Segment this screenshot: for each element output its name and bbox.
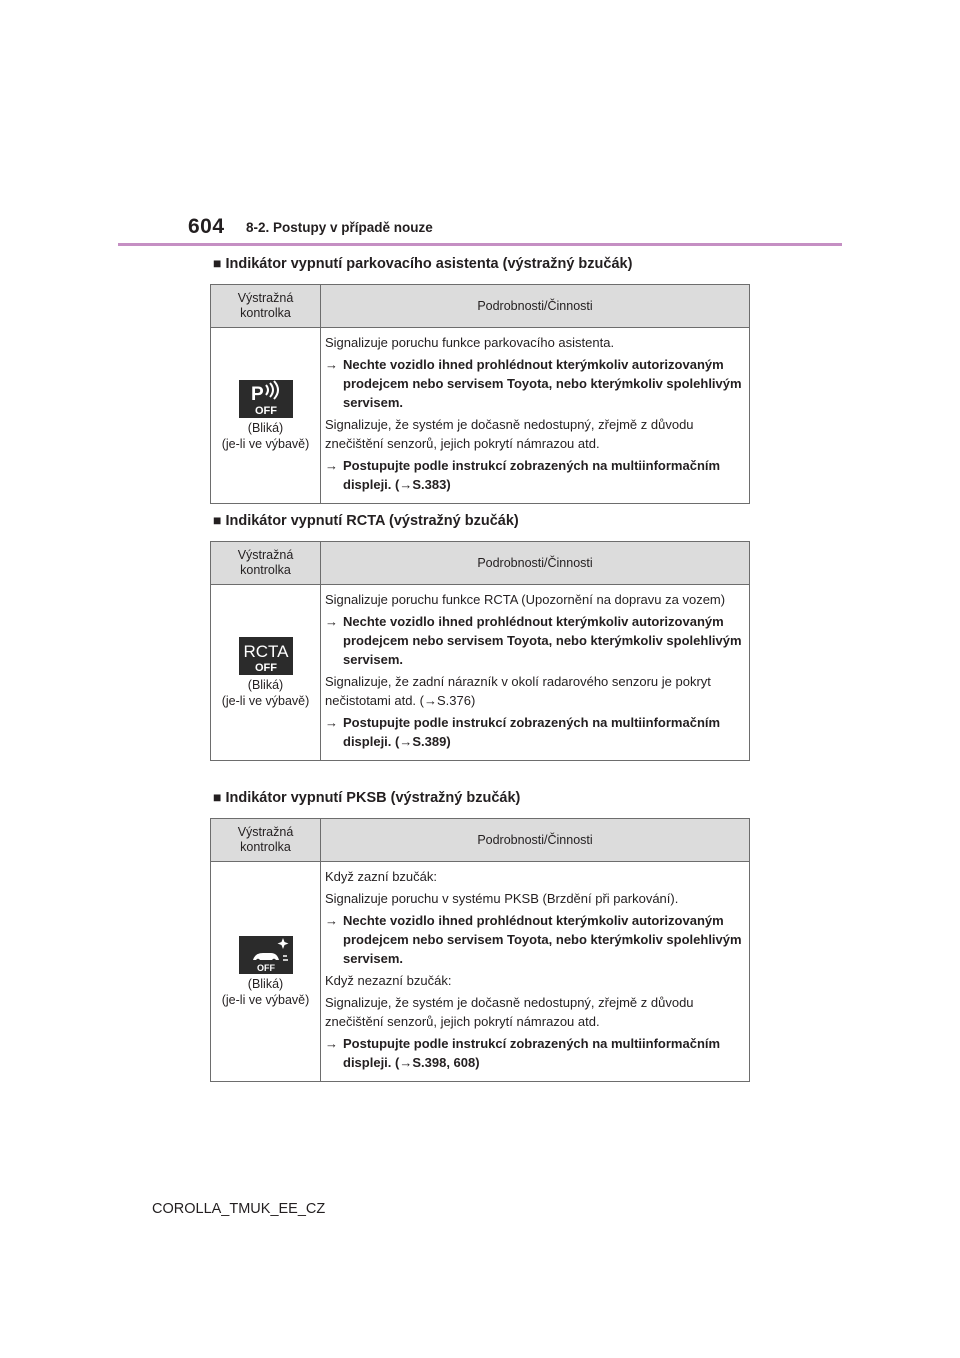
detail-text: Signalizuje poruchu funkce RCTA (Upozornění na dopravu za vozem) (325, 592, 726, 607)
col-header-details: Podrobnosti/Činnosti (321, 285, 750, 328)
detail-text: Signalizuje poruchu funkce parkovacího asistenta. (325, 335, 615, 350)
detail-action: → Postupujte podle instrukcí zobrazených na multiinformačním displeji. (→S.398, 608) (325, 1036, 721, 1070)
col-header-details: Podrobnosti/Činnosti (321, 542, 750, 585)
detail-text: Signalizuje, že systém je dočasně nedostupný, zřejmě z důvodu znečištění senzorů, jejich pokrytí námrazou atd. (325, 995, 694, 1029)
availability-text: (je-li ve výbavě) (221, 693, 310, 708)
table-row (211, 328, 750, 504)
details-cell (321, 585, 750, 761)
detail-text: Když nezazní bzučák: (325, 973, 452, 988)
status-text: (Bliká) (247, 976, 284, 991)
parking-assist-off-icon (239, 380, 293, 418)
square-bullet-icon: ■ (213, 255, 222, 271)
icon-letter-p: P (250, 383, 264, 405)
section-heading-rcta (213, 512, 519, 529)
detail-action: → Postupujte podle instrukcí zobrazených na multiinformačním displeji. (→S.389) (325, 715, 721, 749)
chapter-title: 8-2. Postupy v případě nouze (246, 220, 433, 235)
warning-light-cell (211, 585, 321, 761)
table-row (211, 862, 750, 1082)
icon-off-label: OFF (254, 404, 277, 417)
warning-light-cell (211, 328, 321, 504)
section-heading-text: Indikátor vypnutí RCTA (výstražný bzučák) (225, 513, 519, 529)
rcta-off-icon (239, 637, 293, 675)
header-rule (118, 243, 842, 246)
page-number: 604 (188, 215, 225, 238)
icon-rcta-label: RCTA (242, 641, 289, 661)
section-heading-parking-assist (213, 255, 632, 272)
detail-text: Signalizuje, že zadní nárazník v okolí radarového senzoru je pokryt nečistotami atd. (→S.376) (325, 674, 711, 708)
table-header-row (211, 542, 750, 585)
section-heading-text: Indikátor vypnutí PKSB (výstražný bzučák) (225, 790, 521, 806)
col-header-warning-light: Výstražná kontrolka (211, 819, 321, 862)
col-header-warning-light: Výstražná kontrolka (211, 542, 321, 585)
section-heading-pksb (213, 789, 520, 806)
warning-table-pksb (210, 818, 750, 1082)
section-heading-text: Indikátor vypnutí parkovacího asistenta (výstražný bzučák) (225, 256, 633, 272)
table-row (211, 585, 750, 761)
detail-action: → Nechte vozidlo ihned prohlédnout kterýmkoliv autorizovaným prodejcem nebo servisem Toyota, nebo kterýmkoliv spolehlivým servisem. (325, 357, 742, 410)
arrow-right-icon: → (325, 913, 338, 928)
arrow-right-icon: → (325, 715, 338, 730)
warning-table-parking-assist (210, 284, 750, 504)
detail-action: → Postupujte podle instrukcí zobrazených na multiinformačním displeji. (→S.383) (325, 458, 721, 492)
arrow-right-icon: → (325, 1036, 338, 1051)
availability-text: (je-li ve výbavě) (221, 436, 310, 451)
footer-document-code: COROLLA_TMUK_EE_CZ (152, 1201, 326, 1217)
arrow-right-icon: → (325, 614, 338, 629)
table-header-row (211, 285, 750, 328)
arrow-right-icon: → (325, 458, 338, 473)
detail-action: → Nechte vozidlo ihned prohlédnout kterýmkoliv autorizovaným prodejcem nebo servisem Toyota, nebo kterýmkoliv spolehlivým servisem. (325, 913, 742, 966)
col-header-warning-light: Výstražná kontrolka (211, 285, 321, 328)
detail-text: Signalizuje poruchu v systému PKSB (Brzdění při parkování). (325, 891, 679, 906)
icon-off-label: OFF (256, 962, 275, 973)
square-bullet-icon: ■ (213, 512, 222, 528)
arrow-right-icon: → (325, 357, 338, 372)
detail-text: Signalizuje, že systém je dočasně nedostupný, zřejmě z důvodu znečištění senzorů, jejich pokrytí námrazou atd. (325, 417, 694, 451)
col-header-details: Podrobnosti/Činnosti (321, 819, 750, 862)
status-text: (Bliká) (247, 677, 284, 692)
warning-table-rcta (210, 541, 750, 761)
details-cell (321, 328, 750, 504)
detail-action: → Nechte vozidlo ihned prohlédnout kterýmkoliv autorizovaným prodejcem nebo servisem Toyota, nebo kterýmkoliv spolehlivým servisem. (325, 614, 742, 667)
square-bullet-icon: ■ (213, 789, 222, 805)
status-text: (Bliká) (247, 420, 284, 435)
detail-text: Když zazní bzučák: (325, 869, 437, 884)
details-cell (321, 862, 750, 1082)
table-header-row (211, 819, 750, 862)
pksb-off-icon (239, 936, 293, 974)
icon-off-label: OFF (254, 661, 277, 674)
availability-text: (je-li ve výbavě) (221, 992, 310, 1007)
warning-light-cell (211, 862, 321, 1082)
